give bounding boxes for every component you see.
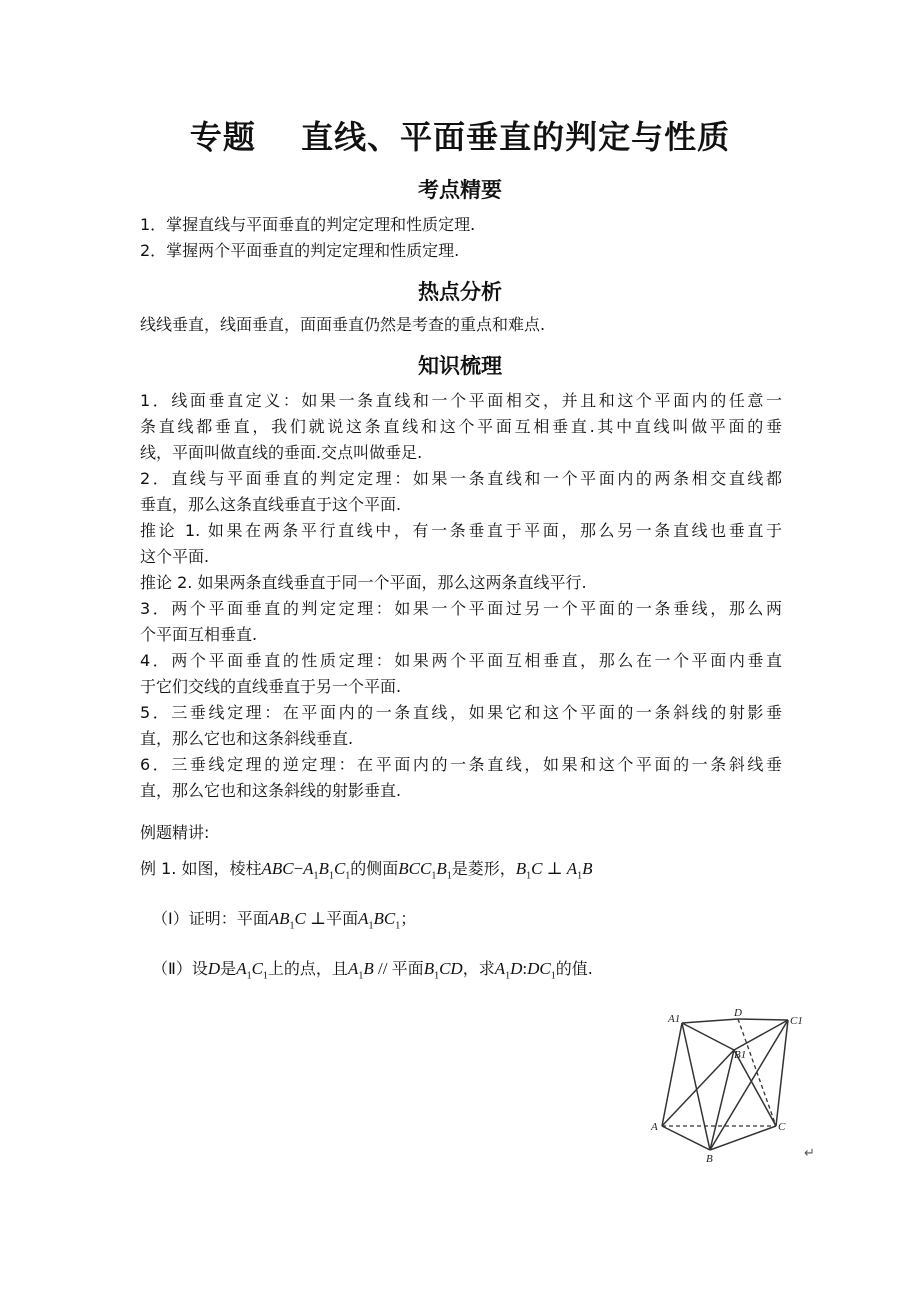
zhishi-line: 垂直，那么这条直线垂直于这个平面. — [140, 495, 402, 514]
math-face: $BCC_1B_1$ — [398, 859, 452, 882]
value-text: 的值. — [555, 959, 593, 978]
zhishi-line: 于它们交线的直线垂直于另一个平面. — [140, 677, 402, 696]
edge-b1-c1 — [734, 1020, 788, 1050]
paragraph-return-mark: ↵ — [804, 1146, 815, 1161]
redian-text: 线线垂直，线面垂直，面面垂直仍然是考查的重点和难点. — [140, 315, 546, 334]
label-b: B — [706, 1153, 713, 1165]
zhishi-line: 这个平面. — [140, 547, 210, 566]
heading-redian: 热点分析 — [418, 280, 502, 304]
example-1-statement — [140, 856, 782, 889]
example-heading: 例题精讲: — [140, 823, 210, 842]
math-b1cd: $B_1CD$ — [423, 959, 463, 982]
prism-figure — [648, 1008, 818, 1168]
label-b1: B1 — [734, 1049, 747, 1061]
edge-a1-d — [682, 1019, 738, 1023]
semicolon: ； — [400, 909, 417, 928]
math-a1c1: $A_1C_1$ — [236, 959, 268, 982]
edge-b-c — [710, 1126, 776, 1150]
zhishi-line: 1．线面垂直定义：如果一条直线和一个平面相交，并且和这个平面内的任意一 — [140, 391, 782, 410]
edge-a-b1 — [662, 1050, 734, 1126]
zhishi-line: 2．直线与平面垂直的判定定理：如果一条直线和一个平面内的两条相交直线都 — [140, 469, 782, 488]
rhombus-text: 是菱形， — [451, 859, 516, 878]
edge-a-b — [662, 1126, 710, 1150]
zhishi-line: 6．三垂线定理的逆定理：在平面内的一条直线，如果和这个平面的一条斜线垂 — [140, 755, 782, 774]
math-ratio: $A_1D:DC_1$ — [494, 959, 556, 982]
edge-b1-c — [734, 1050, 776, 1126]
zhishi-line: 3．两个平面垂直的判定定理：如果一个平面过另一个平面的一条垂线，那么两 — [140, 599, 782, 618]
kaodian-item-1: 1．掌握直线与平面垂直的判定定理和性质定理. — [140, 215, 476, 234]
ask-text: ，求 — [462, 959, 495, 978]
on-text: 上的点，且 — [267, 959, 348, 978]
math-plane-a1bc1: $A_1BC_1$ — [358, 909, 401, 932]
label-d: D — [734, 1008, 742, 1019]
plane-word: 平面 — [326, 909, 359, 928]
zhishi-line: 推论 2. 如果两条直线垂直于同一个平面，那么这两条直线平行. — [140, 573, 587, 592]
edge-a1-b1 — [682, 1023, 734, 1050]
math-prism: $ABC-A_1B_1C_1$ — [261, 859, 351, 882]
math-a1b-parallel: $A_1B$ // — [347, 959, 388, 982]
edge-d-c-hidden — [738, 1019, 776, 1126]
label-c1: C1 — [790, 1015, 803, 1027]
label-a1: A1 — [668, 1013, 681, 1025]
zhishi-line: 直，那么它也和这条斜线的射影垂直. — [140, 781, 402, 800]
edge-b-c1 — [710, 1020, 788, 1150]
example-1-part-1 — [152, 906, 794, 939]
example-intro: 例 1. 如图，棱柱 — [140, 859, 262, 878]
edge-a1-b — [682, 1023, 710, 1150]
part1-prefix: （Ⅰ）证明：平面 — [152, 909, 269, 928]
is-on: 是 — [220, 959, 237, 978]
edge-a1-a — [662, 1023, 682, 1126]
zhishi-line: 线，平面叫做直线的垂面.交点叫做垂足. — [140, 443, 423, 462]
label-a: A — [651, 1121, 658, 1133]
heading-zhishi: 知识梳理 — [418, 354, 502, 378]
page-title: 专题 直线、平面垂直的判定与性质 — [189, 118, 731, 156]
zhishi-line: 5．三垂线定理：在平面内的一条直线，如果它和这个平面的一条斜线的射影垂 — [140, 703, 782, 722]
math-perp-condition: $B_1C$ ⊥ $A_1B$ — [515, 859, 593, 882]
label-c: C — [778, 1121, 786, 1133]
heading-kaodian: 考点精要 — [418, 178, 502, 202]
part2-prefix: （Ⅱ）设 — [152, 959, 208, 978]
math-plane-ab1c: $AB_1C$ ⊥ — [268, 909, 327, 932]
example-1-part-2 — [152, 956, 794, 989]
zhishi-line: 条直线都垂直，我们就说这条直线和这个平面互相垂直.其中直线叫做平面的垂 — [140, 417, 782, 436]
edge-d-c1 — [738, 1019, 788, 1020]
zhishi-line: 4．两个平面垂直的性质定理：如果两个平面互相垂直，那么在一个平面内垂直 — [140, 651, 782, 670]
zhishi-line: 推论 1. 如果在两条平行直线中，有一条垂直于平面，那么另一条直线也垂直于 — [140, 521, 782, 540]
zhishi-line: 直，那么它也和这条斜线垂直. — [140, 729, 354, 748]
edge-b1-b — [710, 1050, 734, 1150]
kaodian-item-2: 2．掌握两个平面垂直的判定定理和性质定理. — [140, 241, 460, 260]
plane-word-2: 平面 — [391, 959, 424, 978]
zhishi-line: 个平面互相垂直. — [140, 625, 258, 644]
math-d: D — [207, 959, 221, 978]
face-label: 的侧面 — [350, 859, 399, 878]
